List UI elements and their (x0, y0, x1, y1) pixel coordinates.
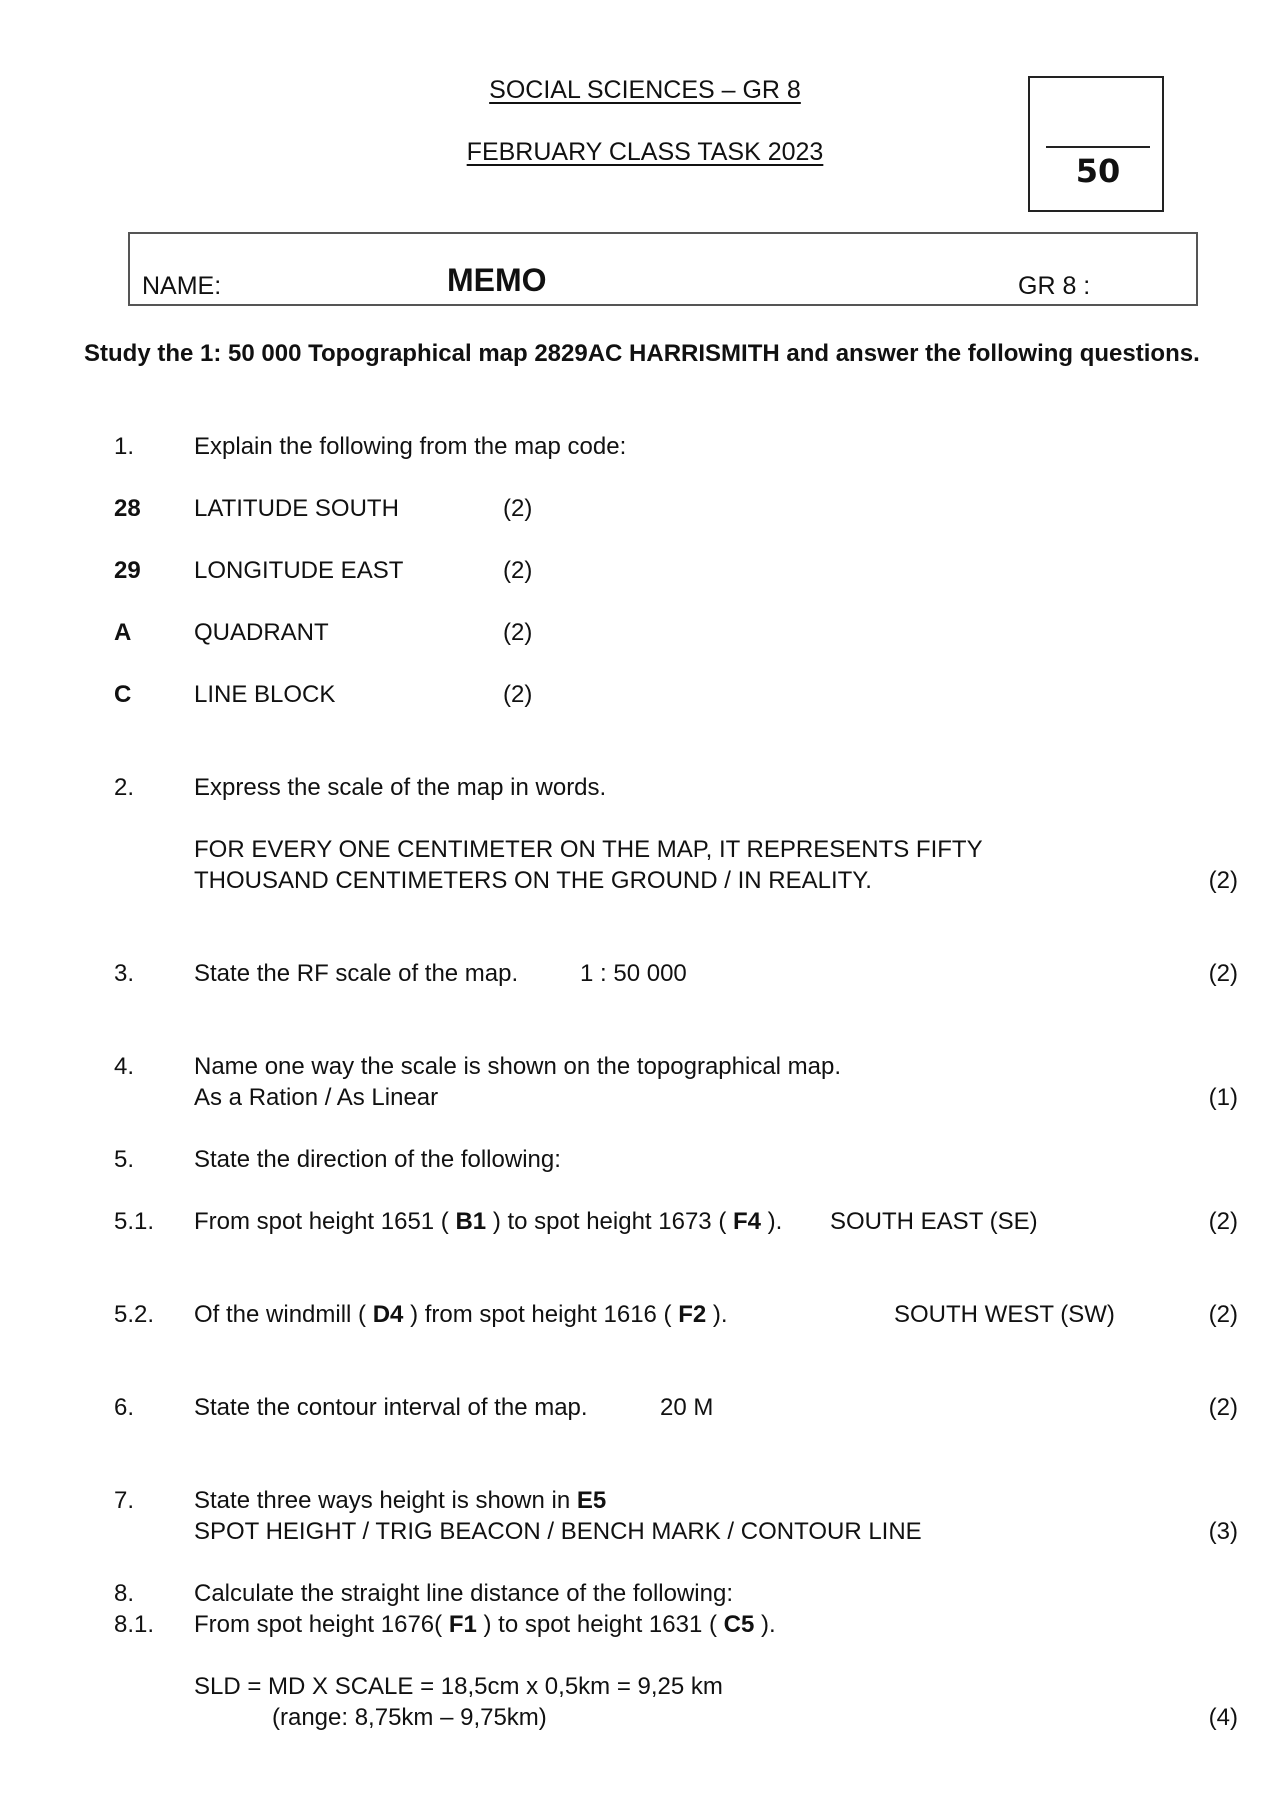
text-part: Of the windmill ( (194, 1301, 373, 1328)
question-text (194, 1300, 728, 1330)
name-value: MEMO (447, 262, 547, 298)
text-part: ). (754, 1611, 776, 1638)
answer: SOUTH EAST (SE) (830, 1208, 1038, 1235)
marks: (2) (503, 681, 533, 708)
grid-reference: B1 (455, 1208, 487, 1235)
marks: (2) (1208, 960, 1238, 987)
marks: (2) (1208, 1394, 1238, 1421)
question-number: 7. (114, 1487, 135, 1514)
question-number: 3. (114, 960, 135, 987)
question-number: 5.2. (114, 1301, 155, 1328)
question-text: Calculate the straight line distance of the following: (194, 1580, 733, 1607)
map-code-meaning: LONGITUDE EAST (194, 557, 404, 584)
map-code-meaning: LINE BLOCK (194, 681, 336, 708)
map-code-meaning: QUADRANT (194, 619, 329, 646)
marks: (1) (1208, 1084, 1238, 1111)
answer-line: THOUSAND CENTIMETERS ON THE GROUND / IN REALITY. (194, 867, 872, 894)
text-part: ) from spot height 1616 ( (403, 1301, 679, 1328)
grid-reference: E5 (576, 1487, 607, 1514)
marks: (2) (1208, 1301, 1238, 1328)
answer: As a Ration / As Linear (194, 1084, 439, 1111)
question-number: 2. (114, 774, 135, 801)
question-number: 4. (114, 1053, 135, 1080)
instruction: Study the 1: 50 000 Topographical map 2829AC HARRISMITH and answer the following questions. (84, 340, 1200, 367)
marks: (2) (503, 557, 533, 584)
question-number: 5.1. (114, 1208, 155, 1235)
name-label: NAME: (142, 272, 222, 300)
map-code-item: A (114, 619, 132, 646)
answer: SOUTH WEST (SW) (894, 1301, 1115, 1328)
question-number: 5. (114, 1146, 135, 1173)
text-part: From spot height 1676( (194, 1611, 449, 1638)
marks: (4) (1208, 1704, 1238, 1731)
question-text (194, 1207, 782, 1237)
map-code-meaning: LATITUDE SOUTH (194, 495, 399, 522)
answer: SPOT HEIGHT / TRIG BEACON / BENCH MARK / CONTOUR LINE (194, 1518, 922, 1545)
total-marks-box (1028, 76, 1164, 212)
text-part: ) to spot height 1673 ( (486, 1208, 733, 1235)
question-text: Name one way the scale is shown on the topographical map. (194, 1053, 842, 1080)
map-code-item: 29 (114, 557, 141, 584)
text-part: From spot height 1651 ( (194, 1208, 456, 1235)
marks-line (1046, 146, 1150, 148)
grade-label: GR 8 : (1018, 272, 1091, 300)
question-text (194, 1610, 776, 1640)
grid-reference: D4 (372, 1301, 404, 1328)
total-marks: 50 (1075, 152, 1121, 190)
answer: 1 : 50 000 (580, 960, 687, 987)
document-subtitle: FEBRUARY CLASS TASK 2023 (466, 138, 824, 166)
question-text: Explain the following from the map code: (194, 433, 627, 460)
marks: (2) (1208, 1208, 1238, 1235)
question-number: 8. (114, 1580, 135, 1607)
name-box (128, 232, 1198, 306)
text-part: ). (706, 1301, 728, 1328)
calculation: SLD = MD X SCALE = 18,5cm x 0,5km = 9,25 km (194, 1673, 723, 1700)
question-text: State the direction of the following: (194, 1146, 561, 1173)
map-code-item: 28 (114, 495, 141, 522)
marks: (3) (1208, 1518, 1238, 1545)
question-number: 8.1. (114, 1611, 155, 1638)
question-text: State the RF scale of the map. (194, 960, 519, 987)
question-text (194, 1486, 606, 1516)
grid-reference: F2 (678, 1301, 707, 1328)
question-text: Express the scale of the map in words. (194, 774, 607, 801)
marks: (2) (1208, 867, 1238, 894)
text-part: State three ways height is shown in (194, 1487, 577, 1514)
text-part: ). (761, 1208, 783, 1235)
document-title: SOCIAL SCIENCES – GR 8 (489, 76, 801, 104)
grid-reference: C5 (723, 1611, 755, 1638)
text-part: ) to spot height 1631 ( (476, 1611, 724, 1638)
question-number: 6. (114, 1394, 135, 1421)
question-number: 1. (114, 433, 135, 460)
map-code-item: C (114, 681, 132, 708)
question-text: State the contour interval of the map. (194, 1394, 588, 1421)
answer-line: FOR EVERY ONE CENTIMETER ON THE MAP, IT REPRESENTS FIFTY (194, 836, 983, 863)
answer: 20 M (660, 1394, 714, 1421)
grid-reference: F1 (448, 1611, 477, 1638)
marks: (2) (503, 495, 533, 522)
grid-reference: F4 (732, 1208, 761, 1235)
marks: (2) (503, 619, 533, 646)
answer-range: (range: 8,75km – 9,75km) (272, 1704, 547, 1731)
